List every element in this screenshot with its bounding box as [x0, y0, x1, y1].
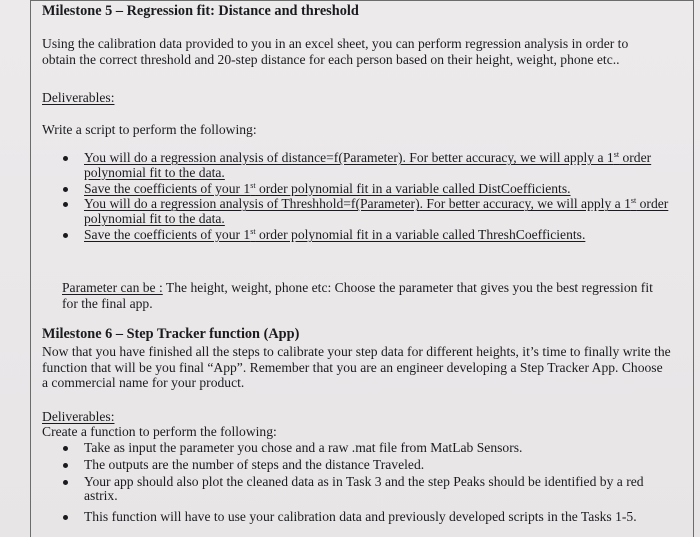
milestone6-title: Milestone 6 – Step Tracker function (App) [42, 326, 300, 342]
bullet-text: Your app should also plot the cleaned data as in Task 3 and the step Peaks should be identified by a red astrix. [84, 473, 644, 504]
parameter-text: The height, weight, phone etc: Choose the parameter that gives you the best regression fit for the final app. [62, 280, 653, 311]
milestone5-instruction: Write a script to perform the following: [42, 122, 257, 137]
milestone6-deliverables-label: Deliverables: [42, 409, 115, 424]
bullet-text: Save the coefficients of your 1st order polynomial fit in a variable called ThreshCoefficients. [84, 226, 586, 242]
list-item [84, 458, 678, 473]
bullet-icon [63, 233, 68, 238]
milestone6-bullet-list [84, 441, 678, 525]
bullet-icon [63, 156, 68, 161]
bullet-icon [63, 187, 68, 192]
bullet-text: You will do a regression analysis of Threshhold=f(Parameter). For better accuracy, we will apply a 1st order polynomial fit to the data. [84, 196, 669, 227]
bullet-text: You will do a regression analysis of distance=f(Parameter). For better accuracy, we will apply a 1st order polynomial fit to the data. [84, 150, 652, 180]
bullet-icon [63, 446, 68, 451]
bullet-icon [63, 480, 68, 485]
list-item [84, 228, 678, 243]
milestone6-instruction: Create a function to perform the following: [42, 424, 277, 439]
list-item [84, 151, 678, 181]
milestone5-bullet-list [84, 151, 678, 243]
list-item [84, 510, 678, 525]
bullet-text: The outputs are the number of steps and the distance Traveled. [84, 456, 425, 472]
bullet-text: Take as input the parameter you chose and a raw .mat file from MatLab Sensors. [84, 440, 523, 455]
milestone5-intro: Using the calibration data provided to you in an excel sheet, you can perform regression analysis in order to obtain the correct threshold and 20-step distance for each person based on their height, weight, phone etc.. [42, 36, 629, 67]
list-item [84, 182, 678, 197]
bullet-text: This function will have to use your calibration data and previously developed scripts in the Tasks 1-5. [84, 509, 637, 525]
list-item [84, 475, 678, 505]
bullet-text: Save the coefficients of your 1st order polynomial fit in a variable called DistCoefficients. [84, 180, 571, 196]
milestone6-intro: Now that you have finished all the steps to calibrate your step data for different heights, it’s time to finally write the function that will be you final “App”. Remember that you are an engineer developing a Step Tracker App. Choose a commercial name for your product. [42, 344, 671, 390]
list-item [84, 197, 678, 227]
parameter-label: Parameter can be : [62, 280, 163, 295]
bullet-icon [63, 463, 68, 468]
milestone5-title: Milestone 5 – Regression fit: Distance and threshold [42, 3, 359, 19]
parameter-note [62, 280, 672, 311]
list-item [84, 441, 678, 456]
milestone5-deliverables-label: Deliverables: [42, 90, 115, 105]
